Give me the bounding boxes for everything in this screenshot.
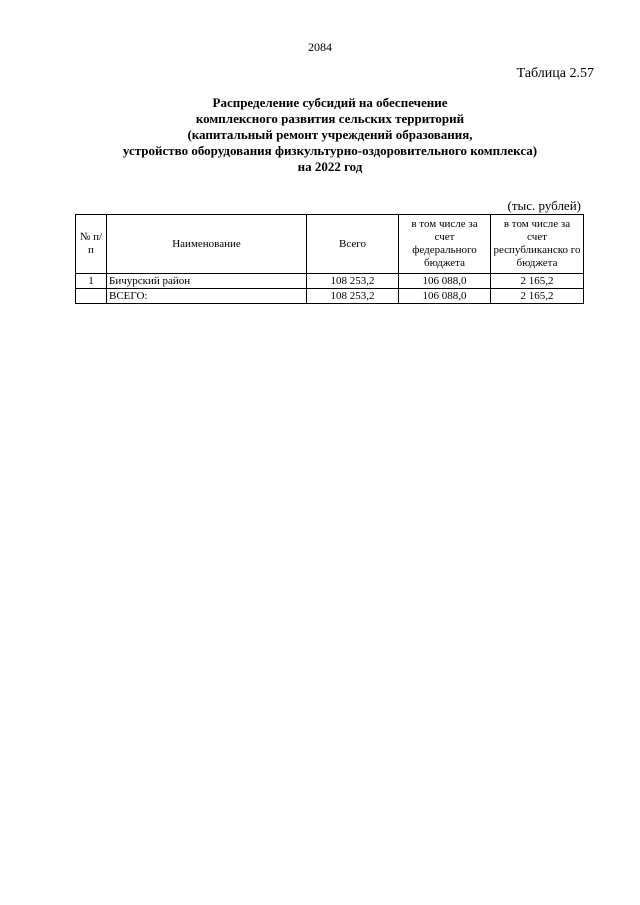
- cell-total: 108 253,2: [307, 274, 399, 289]
- document-title: [60, 95, 600, 175]
- title-line: комплексного развития сельских территорий: [195, 111, 465, 126]
- page-number: 2084: [308, 40, 332, 54]
- cell-name: ВСЕГО:: [107, 289, 307, 304]
- cell-name: Бичурский район: [107, 274, 307, 289]
- cell-total: 108 253,2: [307, 289, 399, 304]
- cell-federal: 106 088,0: [399, 274, 491, 289]
- cell-num: [76, 289, 107, 304]
- table-row: [76, 274, 584, 289]
- table-label: Таблица 2.57: [516, 66, 594, 81]
- title-line: на 2022 год: [297, 159, 363, 174]
- cell-federal: 106 088,0: [399, 289, 491, 304]
- header-num: № п/п: [76, 215, 107, 274]
- header-federal: в том числе за счет федерального бюджета: [399, 215, 491, 274]
- units-note: (тыс. рублей): [507, 198, 581, 213]
- header-name: Наименование: [107, 215, 307, 274]
- title-line: Распределение субсидий на обеспечение: [212, 95, 448, 110]
- cell-republic: 2 165,2: [491, 289, 584, 304]
- title-line: (капитальный ремонт учреждений образования,: [187, 127, 473, 142]
- subsidy-table: [75, 214, 584, 304]
- title-line: устройство оборудования физкультурно-оздоровительного комплекса): [122, 143, 538, 158]
- cell-republic: 2 165,2: [491, 274, 584, 289]
- table-total-row: [76, 289, 584, 304]
- cell-num: 1: [76, 274, 107, 289]
- table-header-row: [76, 215, 584, 274]
- header-total: Всего: [307, 215, 399, 274]
- header-republic: в том числе за счет республиканско го бюджета: [491, 215, 584, 274]
